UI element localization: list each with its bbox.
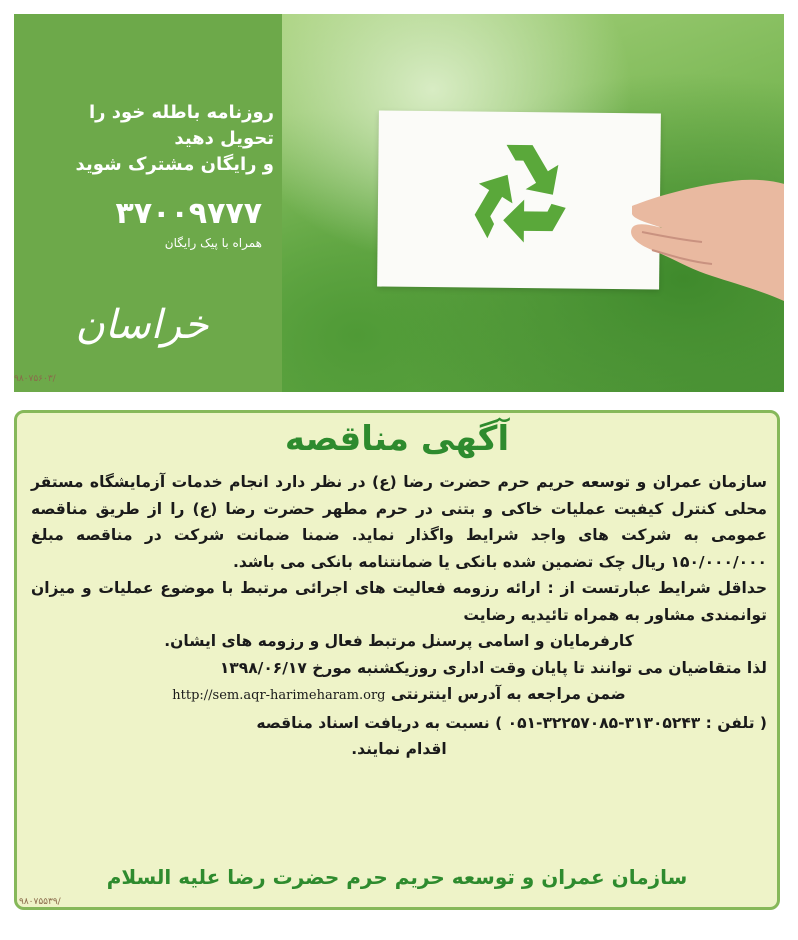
- ad-line-1: روزنامه باطله خود را: [88, 102, 274, 123]
- ad-courier-note: همراه با پیک رایگان: [164, 236, 262, 250]
- ad-code: ۹۸۰۷۵۶۰۳/: [14, 374, 56, 384]
- tender-paragraph-2-end: کارفرمایان و اسامی پرسنل مرتبط فعال و رزومه های ایشان.: [164, 632, 634, 650]
- recycle-icon: [453, 131, 584, 262]
- tender-paragraph-2: حداقل شرایط عبارتست از : ارائه رزومه فعالیت های اجرائی مرتبط با موضوع عملیات و میزان توانمندی مشاور به همراه تائیدیه رضایت: [31, 579, 767, 624]
- ad-green-panel: [14, 14, 282, 392]
- ad-line-2: تحویل دهید: [174, 128, 274, 149]
- khorasan-logo: خراسان: [75, 302, 209, 348]
- tender-body: [31, 469, 767, 763]
- tender-title: آگهی مناقصه: [284, 419, 510, 459]
- tender-address-label: ضمن مراجعه به آدرس اینترنتی: [390, 685, 626, 703]
- ad-photo: [282, 14, 784, 392]
- paper-sheet: [377, 111, 661, 290]
- tender-paragraph-3: لذا متقاضیان می توانند تا پایان وقت اداری روزیکشنبه مورخ ۱۳۹۸/۰۶/۱۷: [219, 658, 767, 677]
- tender-paragraph-5: ( تلفن : ۳۱۳۰۵۲۴۳-۳۲۲۵۷۰۸۵-۰۵۱ ) نسبت به دریافت اسناد مناقصه: [256, 713, 767, 732]
- ad-phone-number: ۳۷۰۰۹۷۷۷: [115, 196, 262, 231]
- tender-paragraph-5-end: اقدام نمایند.: [351, 740, 447, 758]
- tender-website-link[interactable]: http://sem.aqr-harimeharam.org: [172, 688, 386, 703]
- ad-line-3: و رایگان مشترک شوید: [75, 154, 274, 175]
- tender-code: ۹۸۰۷۵۵۳۹/: [19, 897, 61, 907]
- newspaper-ad: [14, 14, 784, 392]
- hand-image: [622, 166, 784, 316]
- tender-paragraph-4: [31, 681, 767, 710]
- tender-footer-organization: سازمان عمران و توسعه حریم حرم حضرت رضا علیه السلام: [106, 865, 688, 889]
- tender-paragraph-1: سازمان عمران و توسعه حریم حرم حضرت رضا (ع) در نظر دارد انجام خدمات آزمایشگاه مستقر محلی کنترل کیفیت عملیات خاکی و بتنی در حرم مطهر حضرت رضا (ع) را از طریق مناقصه عمومی به شرکت های واجد شرایط واگذار نماید. ضمنا ضمانت شرکت در مناقصه مبلغ ۱۵۰/۰۰۰/۰۰۰ ریال چک تضمین شده بانکی یا ضمانتنامه بانکی می باشد.: [31, 473, 767, 571]
- tender-notice: [14, 410, 780, 910]
